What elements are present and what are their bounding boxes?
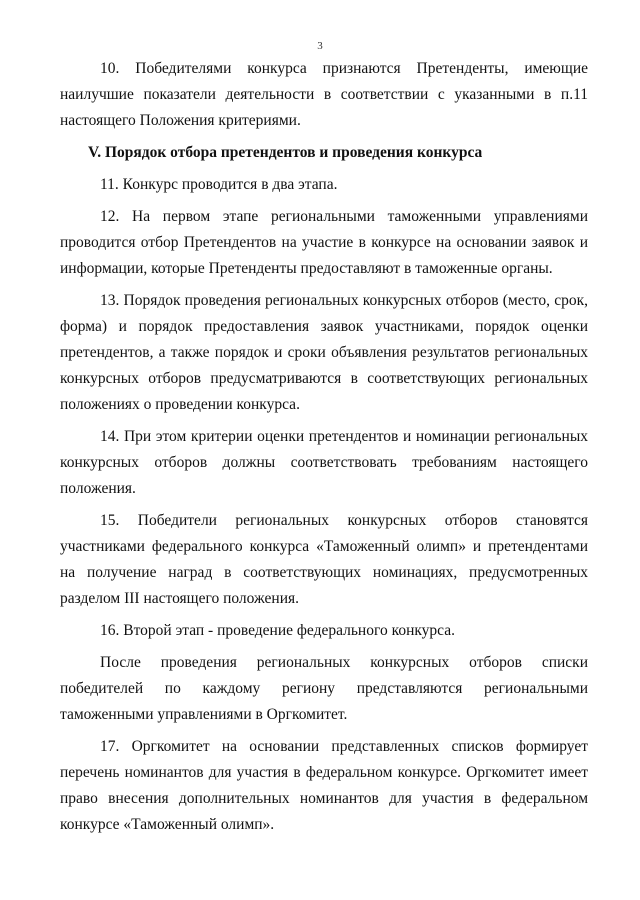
paragraph-13: 13. Порядок проведения региональных конкурсных отборов (место, срок, форма) и порядок предоставления заявок участниками, порядок оценки претендентов, а также порядок и сроки объявления результатов региональных конкурсных отборов предусматриваются в соответствующих региональных положениях о проведении конкурса. xyxy=(60,292,588,413)
paragraph-15: 15. Победители региональных конкурсных отборов становятся участниками федерального конкурса «Таможенный олимп» и претендентами на получение наград в соответствующих номинациях, предусмотренных разделом III настоящего положения. xyxy=(60,512,588,607)
paragraph-10: 10. Победителями конкурса признаются Претенденты, имеющие наилучшие показатели деятельности в соответствии с указанными в п.11 настоящего Положения критериями. xyxy=(60,60,588,129)
paragraph-16-continuation: После проведения региональных конкурсных отборов списки победителей по каждому региону представляются региональными таможенными управлениями в Оргкомитет. xyxy=(60,654,588,723)
page-number: 3 xyxy=(317,40,323,52)
paragraph-16: 16. Второй этап - проведение федерального конкурса. xyxy=(100,622,456,639)
paragraph-17: 17. Оргкомитет на основании представленных списков формирует перечень номинантов для участия в федеральном конкурсе. Оргкомитет имеет право внесения дополнительных номинантов для участия в федеральном конкурсе «Таможенный олимп». xyxy=(60,738,588,833)
document-body xyxy=(60,56,588,844)
paragraph-12: 12. На первом этапе региональными таможенными управлениями проводится отбор Претендентов на участие в конкурсе на основании заявок и информации, которые Претенденты предоставляют в таможенные органы. xyxy=(60,208,588,277)
paragraph-14: 14. При этом критерии оценки претендентов и номинации региональных конкурсных отборов должны соответствовать требованиям настоящего положения. xyxy=(60,428,588,497)
section-heading-v: V. Порядок отбора претендентов и проведения конкурса xyxy=(88,144,483,161)
paragraph-11: 11. Конкурс проводится в два этапа. xyxy=(100,176,338,193)
